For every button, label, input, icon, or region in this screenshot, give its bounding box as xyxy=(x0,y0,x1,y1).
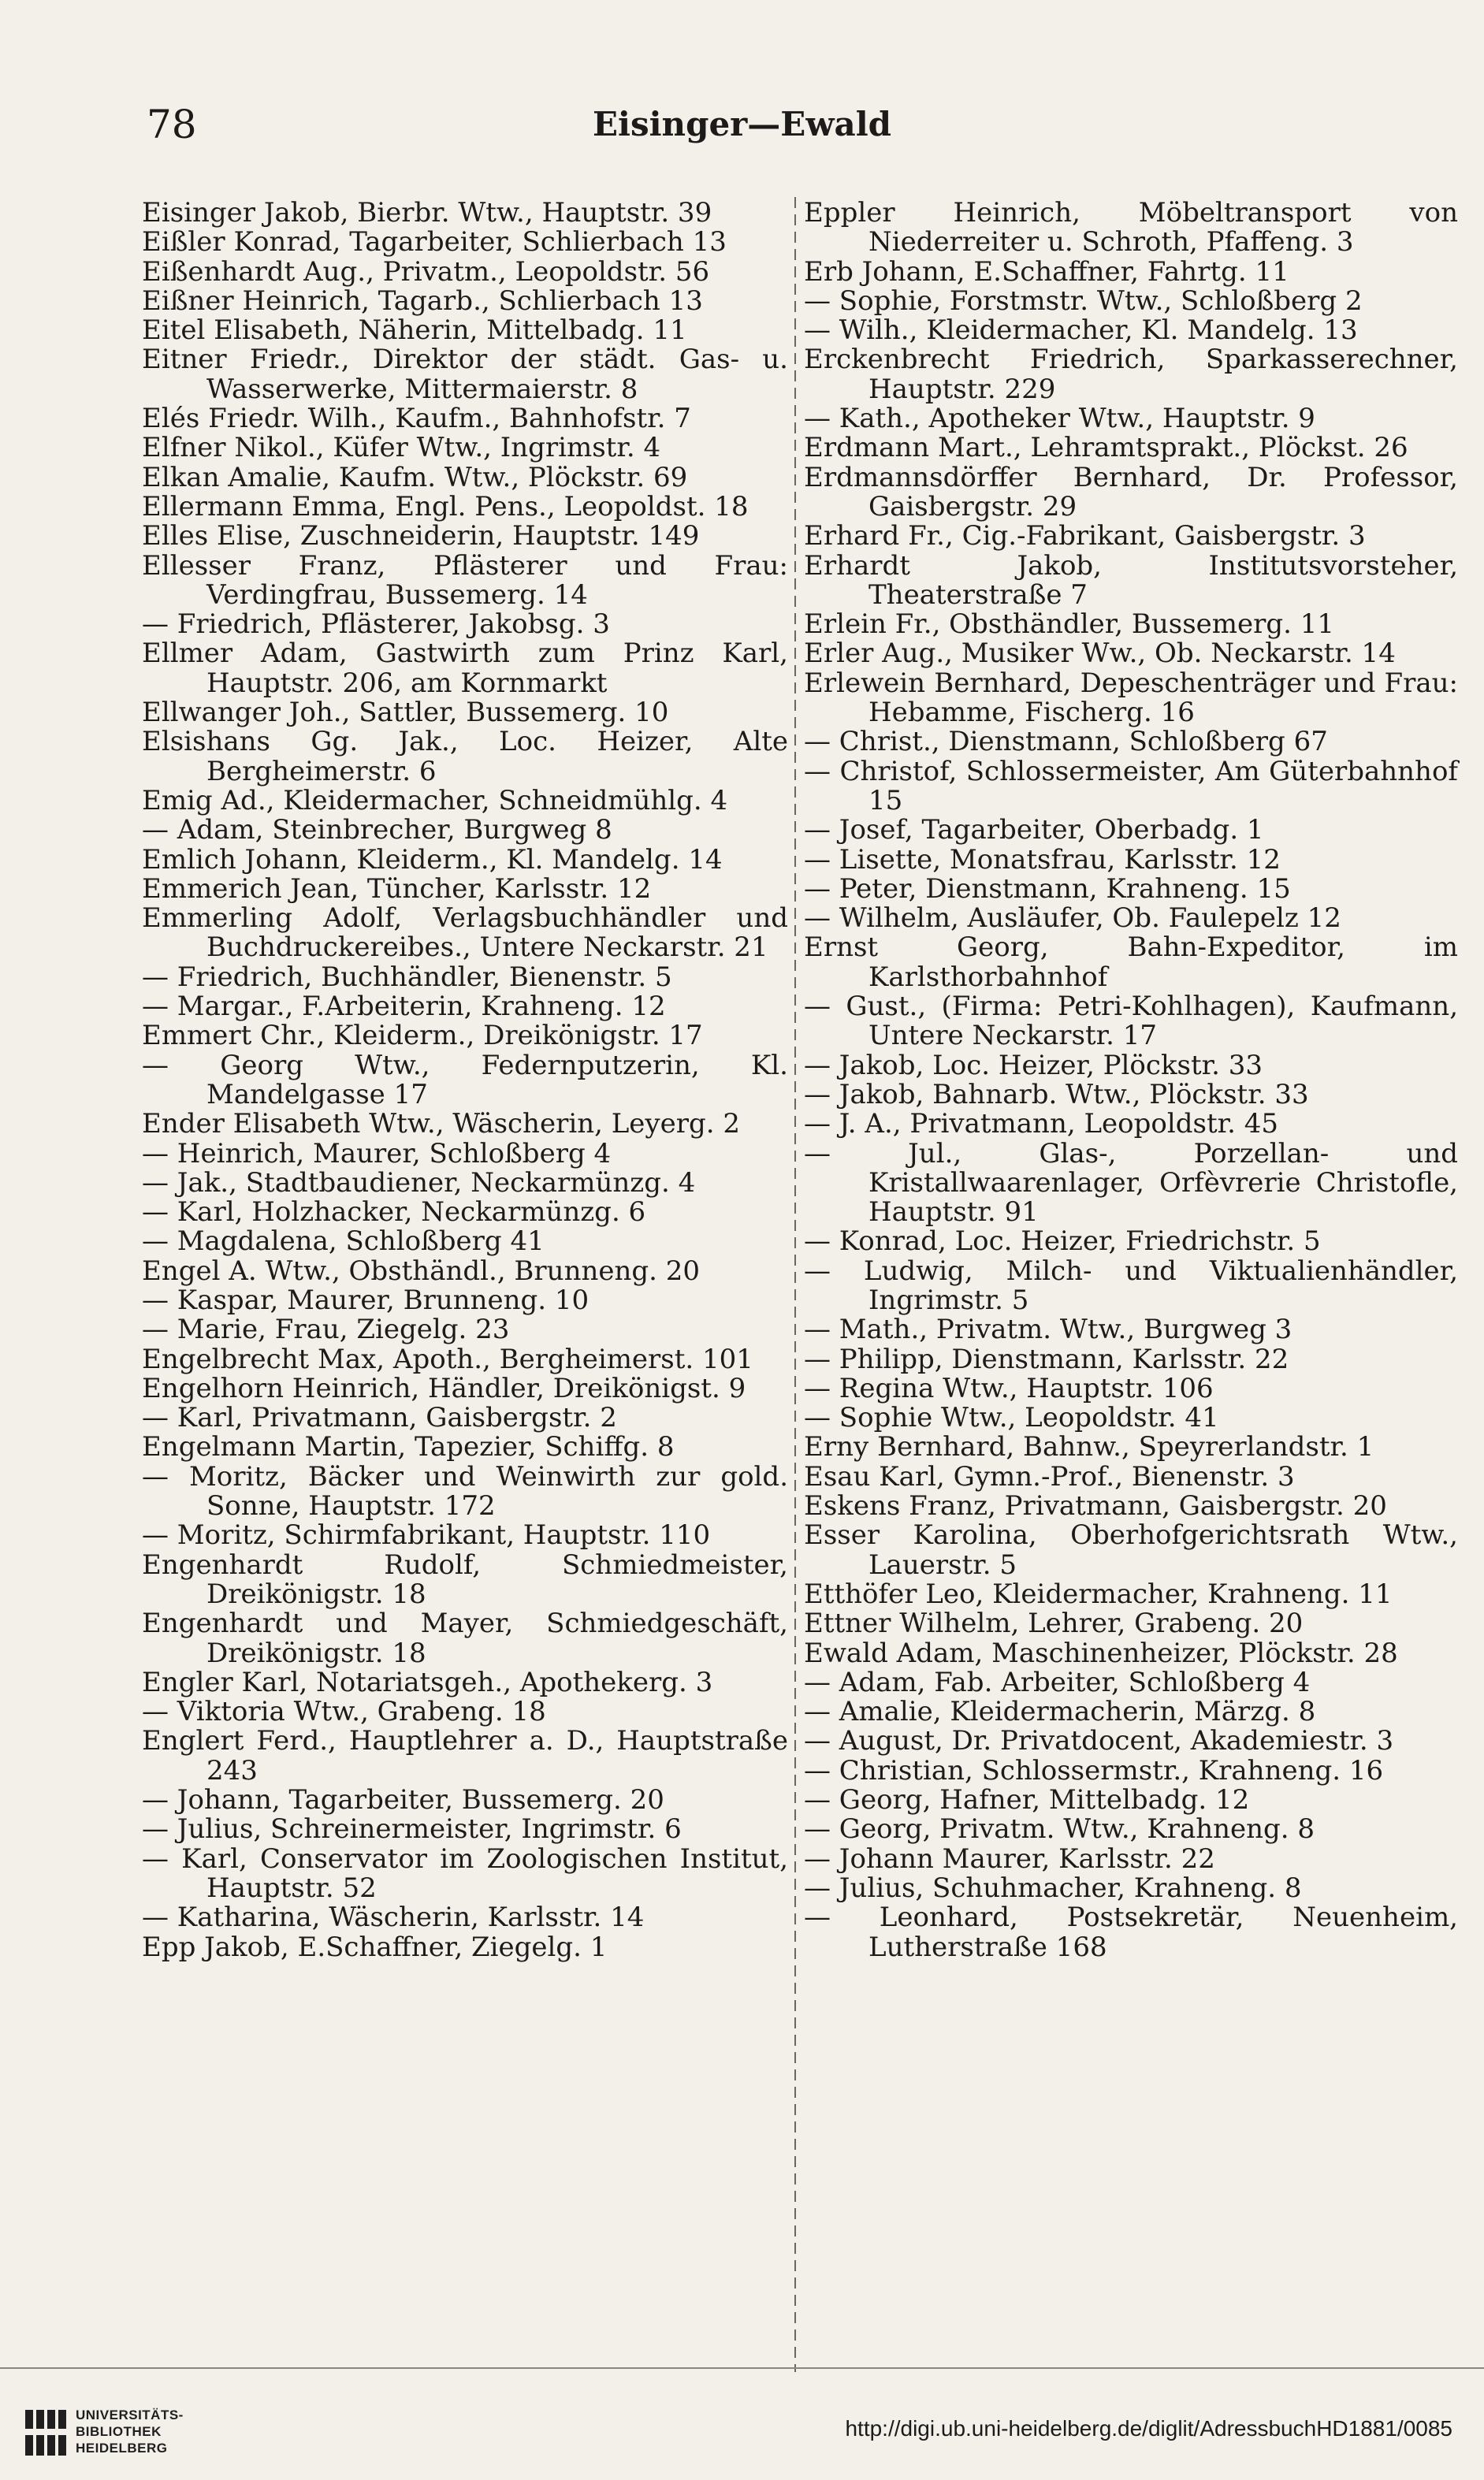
directory-entry: Eißenhardt Aug., Privatm., Leopoldstr. 56 xyxy=(142,255,710,288)
directory-entry: — Julius, Schuhmacher, Krahneng. 8 xyxy=(804,1872,1302,1904)
directory-entry: — Regina Wtw., Hauptstr. 106 xyxy=(804,1372,1214,1404)
directory-entry: — Friedrich, Pflästerer, Jakobsg. 3 xyxy=(142,608,610,641)
directory-entry: Eitner Friedr., Direktor der städt. Gas- u. Wasserwerke, Mittermaierstr. 8 xyxy=(142,344,788,405)
directory-entry: — Viktoria Wtw., Grabeng. 18 xyxy=(142,1696,546,1728)
directory-entry: Erler Aug., Musiker Ww., Ob. Neckarstr. 14 xyxy=(804,638,1396,670)
directory-entry: Esau Karl, Gymn.-Prof., Bienenstr. 3 xyxy=(804,1460,1295,1493)
library-name xyxy=(76,2407,184,2456)
directory-entry: — Philipp, Dienstmann, Karlsstr. 22 xyxy=(804,1343,1289,1375)
directory-entry: — Heinrich, Maurer, Schloßberg 4 xyxy=(142,1137,612,1169)
library-seal-icon xyxy=(22,2405,69,2460)
directory-entry: — Amalie, Kleidermacherin, Märzg. 8 xyxy=(804,1696,1316,1728)
directory-entry: — Magdalena, Schloßberg 41 xyxy=(142,1225,545,1258)
directory-entry: Eißner Heinrich, Tagarb., Schlierbach 13 xyxy=(142,284,703,317)
directory-entry: — Peter, Dienstmann, Krahneng. 15 xyxy=(804,872,1291,905)
directory-entry: — Lisette, Monatsfrau, Karlsstr. 12 xyxy=(804,843,1281,876)
directory-entry: Emmert Chr., Kleiderm., Dreikönigstr. 17 xyxy=(142,1020,703,1052)
directory-entry: Elfner Nikol., Küfer Wtw., Ingrimstr. 4 xyxy=(142,432,661,464)
directory-entry: Elles Elise, Zuschneiderin, Hauptstr. 149 xyxy=(142,520,700,552)
directory-entry: — Gust., (Firma: Petri-Kohlhagen), Kaufmann, Untere Neckarstr. 17 xyxy=(804,991,1458,1052)
column-divider xyxy=(794,197,796,2372)
directory-entry: — Sophie, Forstmstr. Wtw., Schloßberg 2 xyxy=(804,284,1363,317)
directory-entry: — Wilhelm, Ausläufer, Ob. Faulepelz 12 xyxy=(804,902,1341,935)
directory-entry: — Konrad, Loc. Heizer, Friedrichstr. 5 xyxy=(804,1225,1321,1258)
directory-entry: Eitel Elisabeth, Näherin, Mittelbadg. 11 xyxy=(142,314,687,347)
directory-entry: — Christ., Dienstmann, Schloßberg 67 xyxy=(804,726,1328,758)
directory-entry: — Adam, Fab. Arbeiter, Schloßberg 4 xyxy=(804,1666,1311,1698)
directory-entry: Erckenbrecht Friedrich, Sparkasserechner, Hauptstr. 229 xyxy=(804,344,1458,405)
directory-entry: — Karl, Privatmann, Gaisbergstr. 2 xyxy=(142,1402,617,1434)
directory-entry: Emlich Johann, Kleiderm., Kl. Mandelg. 14 xyxy=(142,843,723,876)
directory-entry: — Jak., Stadtbaudiener, Neckarmünzg. 4 xyxy=(142,1166,696,1199)
directory-entry: — Margar., F.Arbeiterin, Krahneng. 12 xyxy=(142,991,666,1023)
directory-entry: Ewald Adam, Maschinenheizer, Plöckstr. 28 xyxy=(804,1637,1398,1669)
directory-entry: Ellermann Emma, Engl. Pens., Leopoldst. 18 xyxy=(142,490,749,522)
directory-entry: — Karl, Holzhacker, Neckarmünzg. 6 xyxy=(142,1196,646,1229)
directory-entry: Ernst Georg, Bahn-Expeditor, im Karlsthorbahnhof xyxy=(804,931,1458,993)
left-column xyxy=(142,199,788,1962)
directory-entry: Engelmann Martin, Tapezier, Schiffg. 8 xyxy=(142,1431,675,1463)
directory-entry: Emmerling Adolf, Verlagsbuchhändler und Buchdruckereibes., Untere Neckarstr. 21 xyxy=(142,902,788,964)
directory-entry: — Christian, Schlossermstr., Krahneng. 16 xyxy=(804,1754,1384,1787)
directory-entry: Etthöfer Leo, Kleidermacher, Krahneng. 11 xyxy=(804,1578,1393,1610)
directory-entry: — Marie, Frau, Ziegelg. 23 xyxy=(142,1314,510,1346)
directory-entry: — Kath., Apotheker Wtw., Hauptstr. 9 xyxy=(804,403,1315,435)
source-url[interactable]: http://digi.ub.uni-heidelberg.de/diglit/AdressbuchHD1881/0085 xyxy=(845,2416,1452,2441)
directory-entry: — Jakob, Bahnarb. Wtw., Plöckstr. 33 xyxy=(804,1078,1309,1110)
logo-line: UNIVERSITÄTS- xyxy=(76,2407,184,2422)
directory-entry: Ellmer Adam, Gastwirth zum Prinz Karl, Hauptstr. 206, am Kornmarkt xyxy=(142,638,788,699)
directory-entry: Erdmann Mart., Lehramtsprakt., Plöckst. 26 xyxy=(804,432,1408,464)
directory-entry: Erlewein Bernhard, Depeschenträger und Frau: Hebamme, Fischerg. 16 xyxy=(804,667,1458,729)
directory-entry: — Moritz, Bäcker und Weinwirth zur gold. Sonne, Hauptstr. 172 xyxy=(142,1460,788,1523)
directory-entry: Engler Karl, Notariatsgeh., Apothekerg. 3 xyxy=(142,1666,713,1698)
directory-entry: — Sophie Wtw., Leopoldstr. 41 xyxy=(804,1402,1219,1434)
library-logo xyxy=(22,2402,195,2465)
directory-entry: — Georg Wtw., Federnputzerin, Kl. Mandelgasse 17 xyxy=(142,1049,788,1110)
directory-entry: Ender Elisabeth Wtw., Wäscherin, Leyerg. 2 xyxy=(142,1108,741,1140)
directory-entry: Englert Ferd., Hauptlehrer a. D., Hauptstraße 243 xyxy=(142,1725,788,1787)
directory-entry: — Friedrich, Buchhändler, Bienenstr. 5 xyxy=(142,961,672,993)
directory-entry: Eppler Heinrich, Möbeltransport von Niederreiter u. Schroth, Pfaffeng. 3 xyxy=(804,197,1458,258)
directory-entry: — Johann, Tagarbeiter, Bussemerg. 20 xyxy=(142,1784,664,1816)
directory-entry: Elés Friedr. Wilh., Kaufm., Bahnhofstr. 7 xyxy=(142,403,691,435)
directory-entry: — Josef, Tagarbeiter, Oberbadg. 1 xyxy=(804,814,1264,846)
directory-entry: — Christof, Schlossermeister, Am Güterbahnhof 15 xyxy=(804,755,1458,816)
directory-entry: — J. A., Privatmann, Leopoldstr. 45 xyxy=(804,1108,1279,1140)
directory-entry: Eskens Franz, Privatmann, Gaisbergstr. 20 xyxy=(804,1490,1387,1523)
directory-entry: Epp Jakob, E.Schaffner, Ziegelg. 1 xyxy=(142,1931,608,1963)
directory-entry: — Jakob, Loc. Heizer, Plöckstr. 33 xyxy=(804,1049,1263,1081)
right-column xyxy=(804,199,1458,1962)
directory-entry: — Jul., Glas-, Porzellan- und Kristallwaarenlager, Orfèvrerie Christofle, Hauptstr. 91 xyxy=(804,1137,1458,1229)
directory-entry: Erb Johann, E.Schaffner, Fahrtg. 11 xyxy=(804,255,1289,288)
logo-line: BIBLIOTHEK xyxy=(76,2424,162,2439)
directory-entry: — Math., Privatm. Wtw., Burgweg 3 xyxy=(804,1314,1292,1346)
running-head: Eisinger—Ewald xyxy=(592,105,892,143)
directory-entry: — Wilh., Kleidermacher, Kl. Mandelg. 13 xyxy=(804,314,1358,347)
directory-entry: — Katharina, Wäscherin, Karlsstr. 14 xyxy=(142,1902,645,1934)
directory-entry: Engenhardt und Mayer, Schmiedgeschäft, Dreikönigstr. 18 xyxy=(142,1608,788,1669)
directory-entry: Ellwanger Joh., Sattler, Bussemerg. 10 xyxy=(142,697,669,729)
directory-entry: Elkan Amalie, Kaufm. Wtw., Plöckstr. 69 xyxy=(142,461,688,493)
directory-entry: — Georg, Privatm. Wtw., Krahneng. 8 xyxy=(804,1813,1315,1846)
directory-entry: Erhardt Jakob, Institutsvorsteher, Theaterstraße 7 xyxy=(804,549,1458,611)
directory-entry: Eisinger Jakob, Bierbr. Wtw., Hauptstr. 39 xyxy=(142,197,712,229)
directory-entry: Ellesser Franz, Pflästerer und Frau: Verdingfrau, Bussemerg. 14 xyxy=(142,549,788,611)
directory-entry: — August, Dr. Privatdocent, Akademiestr. 3 xyxy=(804,1725,1394,1757)
directory-entry: — Georg, Hafner, Mittelbadg. 12 xyxy=(804,1784,1250,1816)
directory-entry: Engelbrecht Max, Apoth., Bergheimerst. 101 xyxy=(142,1343,753,1375)
logo-line: HEIDELBERG xyxy=(76,2441,168,2456)
directory-entry: Eißler Konrad, Tagarbeiter, Schlierbach 13 xyxy=(142,226,727,258)
directory-entry: Emig Ad., Kleidermacher, Schneidmühlg. 4 xyxy=(142,784,728,816)
directory-entry: Engenhardt Rudolf, Schmiedmeister, Dreikönigstr. 18 xyxy=(142,1549,788,1610)
directory-entry: — Johann Maurer, Karlsstr. 22 xyxy=(804,1842,1215,1875)
directory-entry: Esser Karolina, Oberhofgerichtsrath Wtw., Lauerstr. 5 xyxy=(804,1519,1458,1581)
page-header xyxy=(0,101,1484,148)
directory-entry: Erny Bernhard, Bahnw., Speyrerlandstr. 1 xyxy=(804,1431,1374,1463)
directory-entry: Emmerich Jean, Tüncher, Karlsstr. 12 xyxy=(142,872,652,905)
directory-entry: Erdmannsdörffer Bernhard, Dr. Professor, Gaisbergstr. 29 xyxy=(804,461,1458,522)
page-number: 78 xyxy=(147,102,197,147)
directory-entry: — Moritz, Schirmfabrikant, Hauptstr. 110 xyxy=(142,1519,711,1552)
directory-entry: Engelhorn Heinrich, Händler, Dreikönigst. 9 xyxy=(142,1372,746,1404)
directory-entry: — Kaspar, Maurer, Brunneng. 10 xyxy=(142,1284,590,1316)
directory-entry: — Karl, Conservator im Zoologischen Institut, Hauptstr. 52 xyxy=(142,1842,788,1904)
directory-entry: Erhard Fr., Cig.-Fabrikant, Gaisbergstr. 3 xyxy=(804,520,1366,552)
directory-entry: — Julius, Schreinermeister, Ingrimstr. 6 xyxy=(142,1813,682,1846)
directory-entry: Erlein Fr., Obsthändler, Bussemerg. 11 xyxy=(804,608,1335,641)
directory-entry: — Adam, Steinbrecher, Burgweg 8 xyxy=(142,814,612,846)
directory-entry: — Leonhard, Postsekretär, Neuenheim, Lutherstraße 168 xyxy=(804,1902,1458,1963)
footer-divider xyxy=(0,2367,1484,2369)
directory-entry: Ettner Wilhelm, Lehrer, Grabeng. 20 xyxy=(804,1608,1304,1640)
directory-entry: Engel A. Wtw., Obsthändl., Brunneng. 20 xyxy=(142,1255,701,1287)
directory-entry: Elsishans Gg. Jak., Loc. Heizer, Alte Bergheimerstr. 6 xyxy=(142,726,788,787)
directory-entry: — Ludwig, Milch- und Viktualienhändler, Ingrimstr. 5 xyxy=(804,1255,1458,1316)
